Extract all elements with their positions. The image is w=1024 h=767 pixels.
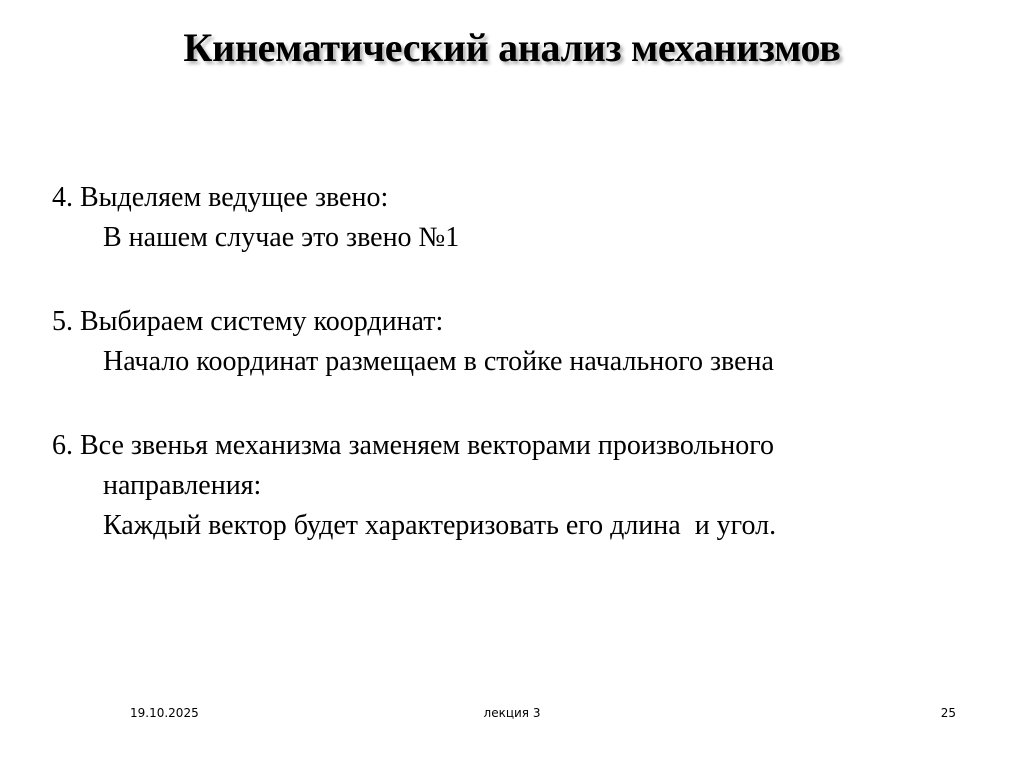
spacer	[52, 258, 776, 302]
footer-date: 19.10.2025	[130, 706, 199, 720]
section-6-heading: 6. Все звенья механизма заменяем векторами произвольного	[52, 430, 775, 461]
slide-title: Кинематический анализ механизмов	[183, 25, 841, 70]
spacer	[52, 382, 776, 426]
section-6-line-2: Каждый вектор будет характеризовать его длина и угол.	[103, 510, 777, 541]
section-4-heading: 4. Выделяем ведущее звено:	[52, 182, 389, 213]
footer-lecture: лекция 3	[483, 706, 541, 720]
footer-page-number: 25	[940, 706, 956, 720]
section-5-heading: 5. Выбираем систему координат:	[52, 306, 444, 337]
slide-body	[52, 178, 776, 546]
section-4-line: В нашем случае это звено №1	[103, 222, 460, 253]
section-5-line: Начало координат размещаем в стойке начального звена	[103, 346, 774, 377]
section-6-line-1: направления:	[103, 470, 262, 501]
